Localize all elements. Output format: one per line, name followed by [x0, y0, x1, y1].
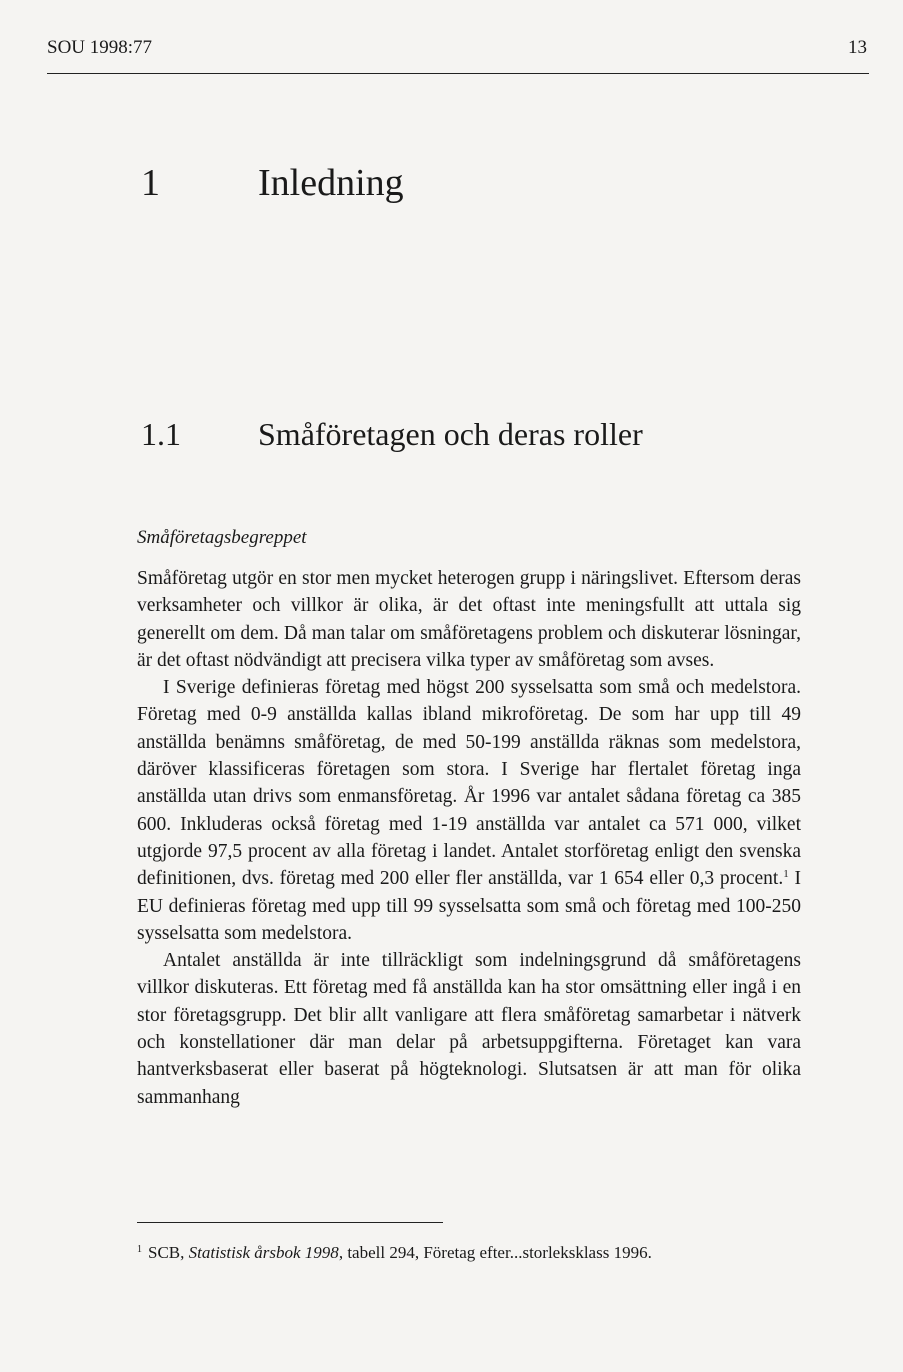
- footnote-reference[interactable]: 1: [783, 868, 789, 881]
- chapter-number: 1: [141, 162, 160, 204]
- paragraph-2: [137, 674, 801, 947]
- paragraph-2-text: I Sverige definieras företag med högst 200 sysselsatta som små och medelstora. Företag med 0-9 anställda kallas ibland mikroföretag. De som har upp till 49 anställda benämns småföretag, de med 50-199 anställda räknas som medelstora, däröver klassificeras företagen som stora. I Sverige har flertalet företag inga anställda utan drivs som enmansföretag. År 1996 var antalet sådana företag ca 385 600. Inkluderas också företag med 1-19 anställda var antalet ca 571 000, vilket utgjorde 97,5 procent av alla företag i landet. Antalet storföretag enligt den svenska definitionen, dvs. företag med 200 eller fler anställda, var 1 654 eller 0,3 procent.: [137, 677, 801, 890]
- section-number: 1.1: [141, 416, 181, 452]
- footnote-mark: 1: [137, 1244, 142, 1255]
- section-title: Småföretagen och deras roller: [258, 416, 643, 452]
- footnote-details: , tabell 294, Företag efter...storleksklass 1996.: [338, 1243, 652, 1262]
- footnote-rule: [137, 1222, 443, 1223]
- report-reference: SOU 1998:77: [47, 37, 153, 58]
- subheading: Småföretagsbegreppet: [137, 527, 307, 548]
- chapter-title: Inledning: [258, 162, 404, 204]
- paragraph-3: Antalet anställda är inte tillräckligt som indelningsgrund då småföretagens villkor diskuteras. Ett företag med få anställda kan ha stor omsättning eller ingå i en stor företagsgrupp. Det blir allt vanligare att flera småföretag samarbetar i nätverk och konstellationer där man delar på arbetsuppgifterna. Företaget kan vara hantverksbaserat eller baserat på högteknologi. Slutsatsen är att man för olika sammanhang: [137, 950, 801, 1108]
- footnote: [137, 1240, 697, 1265]
- page-number: 13: [848, 37, 867, 58]
- footnote-source: SCB,: [148, 1243, 189, 1262]
- paragraph-2-continuation: I EU definieras företag med upp till 99 sysselsatta som små och företag med 100-250 sysselsatta som medelstora.: [137, 868, 801, 944]
- header-rule: [47, 73, 869, 74]
- body-text: [137, 565, 801, 1111]
- footnote-publication-title: Statistisk årsbok 1998: [188, 1243, 339, 1262]
- paragraph-1: Småföretag utgör en stor men mycket heterogen grupp i näringslivet. Eftersom deras verksamheter och villkor är olika, är det oftast inte meningsfullt att uttala sig generellt om dem. Då man talar om småföretagens problem och diskuterar lösningar, är det oftast nödvändigt att precisera vilka typer av småföretag som avses.: [137, 568, 801, 671]
